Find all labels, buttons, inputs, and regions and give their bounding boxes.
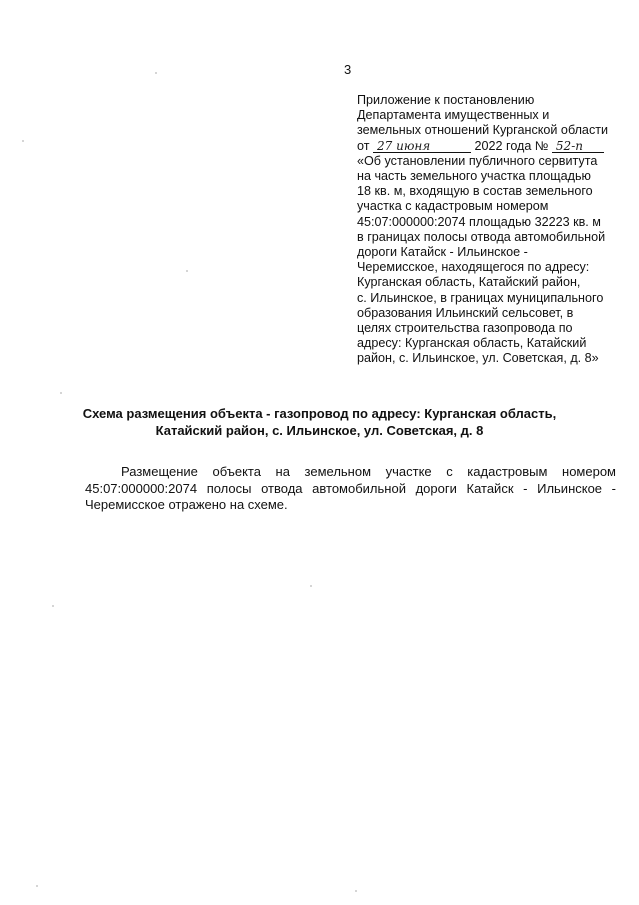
appendix-line: район, с. Ильинское, ул. Советская, д. 8» — [357, 351, 599, 366]
scan-speck — [355, 890, 357, 892]
date-prefix: от — [357, 138, 370, 153]
scan-speck — [60, 392, 62, 394]
schema-title-line: Катайский район, с. Ильинское, ул. Советская, д. 8 — [155, 423, 484, 438]
appendix-line: участка с кадастровым номером — [357, 199, 549, 214]
appendix-line: образования Ильинский сельсовет, в — [357, 305, 574, 320]
appendix-line: в границах полосы отвода автомобильной — [357, 229, 606, 244]
appendix-line: 18 кв. м, входящую в состав земельного — [357, 184, 593, 199]
handwritten-number: 52-п — [552, 140, 604, 153]
appendix-line: земельных отношений Курганской области — [357, 123, 609, 138]
schema-title — [60, 405, 579, 439]
appendix-line: Черемисское, находящегося по адресу: — [357, 260, 590, 275]
body-paragraph: Размещение объекта на земельном участке с кадастровым номером 45:07:000000:2074 полосы отвода автомобильной дороги Катайск - Ильинское - Черемисское отражено на схеме. — [85, 464, 616, 512]
appendix-header — [357, 93, 619, 367]
schema-title-line: Схема размещения объекта - газопровод по адресу: Курганская область, — [82, 406, 557, 421]
scan-speck — [52, 605, 54, 607]
appendix-line: Приложение к постановлению — [357, 93, 535, 107]
appendix-line: адресу: Курганская область, Катайский — [357, 336, 587, 351]
page-number: 3 — [344, 62, 352, 77]
handwritten-date: 27 июня — [373, 140, 471, 153]
appendix-line: Курганская область, Катайский район, — [357, 275, 581, 290]
year-text: 2022 года № — [474, 138, 549, 153]
appendix-line: 45:07:000000:2074 площадью 32223 кв. м — [357, 214, 601, 229]
appendix-line: на часть земельного участка площадью — [357, 169, 591, 184]
scan-speck — [186, 270, 188, 272]
appendix-line: целях строительства газопровода по — [357, 321, 573, 336]
scan-speck — [310, 585, 312, 587]
appendix-line: с. Ильинское, в границах муниципального — [357, 290, 604, 305]
scan-speck — [22, 140, 24, 142]
appendix-line: Департамента имущественных и — [357, 108, 550, 123]
appendix-line: дороги Катайск - Ильинское - — [357, 245, 528, 260]
appendix-date-line — [357, 139, 619, 154]
appendix-line: «Об установлении публичного сервитута — [357, 153, 598, 168]
scan-speck — [155, 72, 157, 74]
scan-speck — [36, 885, 38, 887]
